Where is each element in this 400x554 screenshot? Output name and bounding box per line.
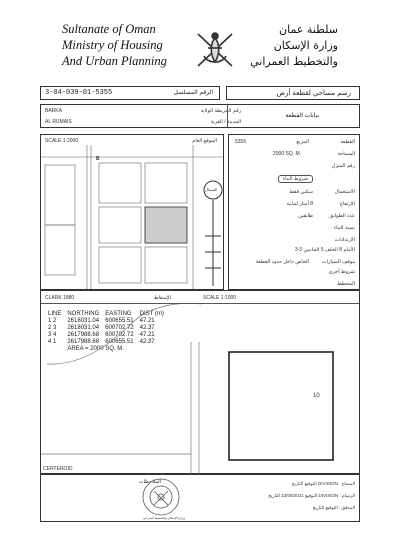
coord-line: 3 4 <box>48 332 57 338</box>
detail-scale: SCALE 1:1000 <box>203 295 237 301</box>
wilayat-name: BARKA <box>45 108 62 114</box>
coord-line: 4 1 <box>48 339 57 345</box>
parking-label: موقف السيارات <box>321 259 355 265</box>
village-name: AL RUMAIS <box>45 119 72 125</box>
floors-value: طابقين <box>298 213 313 219</box>
plot-number-on-map: 10 <box>313 393 320 399</box>
region-label-1: رقم الخريطة الولاية <box>200 108 241 114</box>
coord-distance: 47.21 <box>139 318 155 324</box>
plot-number: 5355 <box>235 139 247 145</box>
coverage-label: نسبة البناء <box>333 225 355 231</box>
plot-data-title: بيانات القطعة <box>285 113 319 119</box>
draftsman-line: الرسام : DIVISION التوقيع 23/06/2021 التاريخ <box>268 493 355 498</box>
coord-easting: 600702.72 <box>105 332 134 338</box>
coord-easting: 600655.51 <box>105 318 134 324</box>
serial-number: 3-04-039-01-5355 <box>45 89 113 97</box>
projection-label: الإسقاط <box>153 295 171 301</box>
area-value: 2000 SQ. M. <box>273 151 302 157</box>
location-plan <box>40 134 224 290</box>
setbacks-value: الأمام 8 الخلف 5 الجانبين 3-3 <box>294 247 355 253</box>
official-seal-icon <box>141 475 181 519</box>
use-value: سكني فقط <box>289 189 313 195</box>
document-title-box <box>226 86 360 100</box>
house-number-label: رقم المنزل <box>331 163 355 169</box>
footer-signatures <box>40 474 360 522</box>
plot-label: القطعة <box>340 139 355 145</box>
region-label-2: المدينة / القرية <box>210 119 241 125</box>
subject-plot-outline <box>229 352 333 460</box>
surveyor-line: المساح : DIVISION التوقيع التاريخ <box>291 481 355 486</box>
detail-plan <box>40 290 360 474</box>
ministry-name-en-1: Sultanate of Oman <box>62 22 156 36</box>
coord-distance: 47.21 <box>139 332 155 338</box>
document-title: رسم مساحي لقطعة أرض <box>276 90 351 97</box>
north-label: الشمال <box>205 187 218 192</box>
use-label: الاستعمال <box>334 189 355 195</box>
ministry-name-en-2: Ministry of Housing <box>62 38 163 52</box>
ministry-name-ar-2: وزارة الإسكان <box>273 39 338 52</box>
coords-area: AREA = 2000 SQ. M. <box>67 346 124 352</box>
coord-northing: 2618031.04 <box>67 325 100 331</box>
coord-easting: 600655.51 <box>105 339 134 345</box>
coords-header: LINE <box>48 311 62 317</box>
coord-distance: 42.37 <box>139 325 155 331</box>
north-arrow-icon <box>202 176 224 288</box>
height-value: 8 أمتار لمابية <box>286 201 313 207</box>
ministry-name-en-3: And Urban Planning <box>62 54 167 68</box>
coord-easting: 600702.72 <box>105 325 134 331</box>
floors-label: عدد الطوابق <box>329 213 355 219</box>
coord-northing: 2617988.68 <box>67 332 100 338</box>
coords-header: DIST (m) <box>139 311 164 317</box>
checker-line: المدقق : التوقيع التاريخ <box>312 505 355 510</box>
coord-line: 1 2 <box>48 318 57 324</box>
plot-data-panel <box>228 134 360 290</box>
location-plan-marker: B <box>96 156 100 162</box>
building-conditions-label: شروط البناء <box>278 175 313 183</box>
coord-line: 2 3 <box>48 325 57 331</box>
seal-text: وزارة الإسكان والتخطيط العمراني <box>142 516 185 520</box>
plot-type: المربع <box>296 139 309 145</box>
setbacks-label: الارتدادات <box>334 237 355 243</box>
height-label: الارتفاع <box>339 201 355 207</box>
planner-label: المخطط <box>337 281 355 287</box>
notes-label: الملاحظات <box>138 479 161 485</box>
region-box <box>40 104 360 128</box>
ministry-name-ar-1: سلطنة عمان <box>279 23 338 36</box>
location-plan-map <box>41 145 223 289</box>
coord-northing: 2617988.68 <box>67 339 100 345</box>
parking-value: الخاص داخل حدود القطعة <box>255 259 309 265</box>
detail-plan-map <box>41 304 359 474</box>
location-plan-title: الموقع العام <box>192 138 217 144</box>
other-conditions-label: شروط أخرى <box>328 269 355 275</box>
centeroid-label: CENTEROID <box>43 466 73 472</box>
serial-number-label: الرقم المسلسل <box>173 90 213 96</box>
coords-header: NORTHING <box>67 311 100 317</box>
coord-distance: 42.37 <box>139 339 155 345</box>
ministry-name-ar-3: والتخطيط العمراني <box>250 55 338 68</box>
serial-number-box <box>40 86 220 100</box>
datum-label: CLARK 1880 <box>45 295 75 301</box>
location-plan-scale: SCALE 1:2000 <box>45 138 79 144</box>
coord-northing: 2618031.04 <box>67 318 100 324</box>
area-label: المساحة <box>337 151 355 157</box>
coords-header: EASTING <box>105 311 132 317</box>
